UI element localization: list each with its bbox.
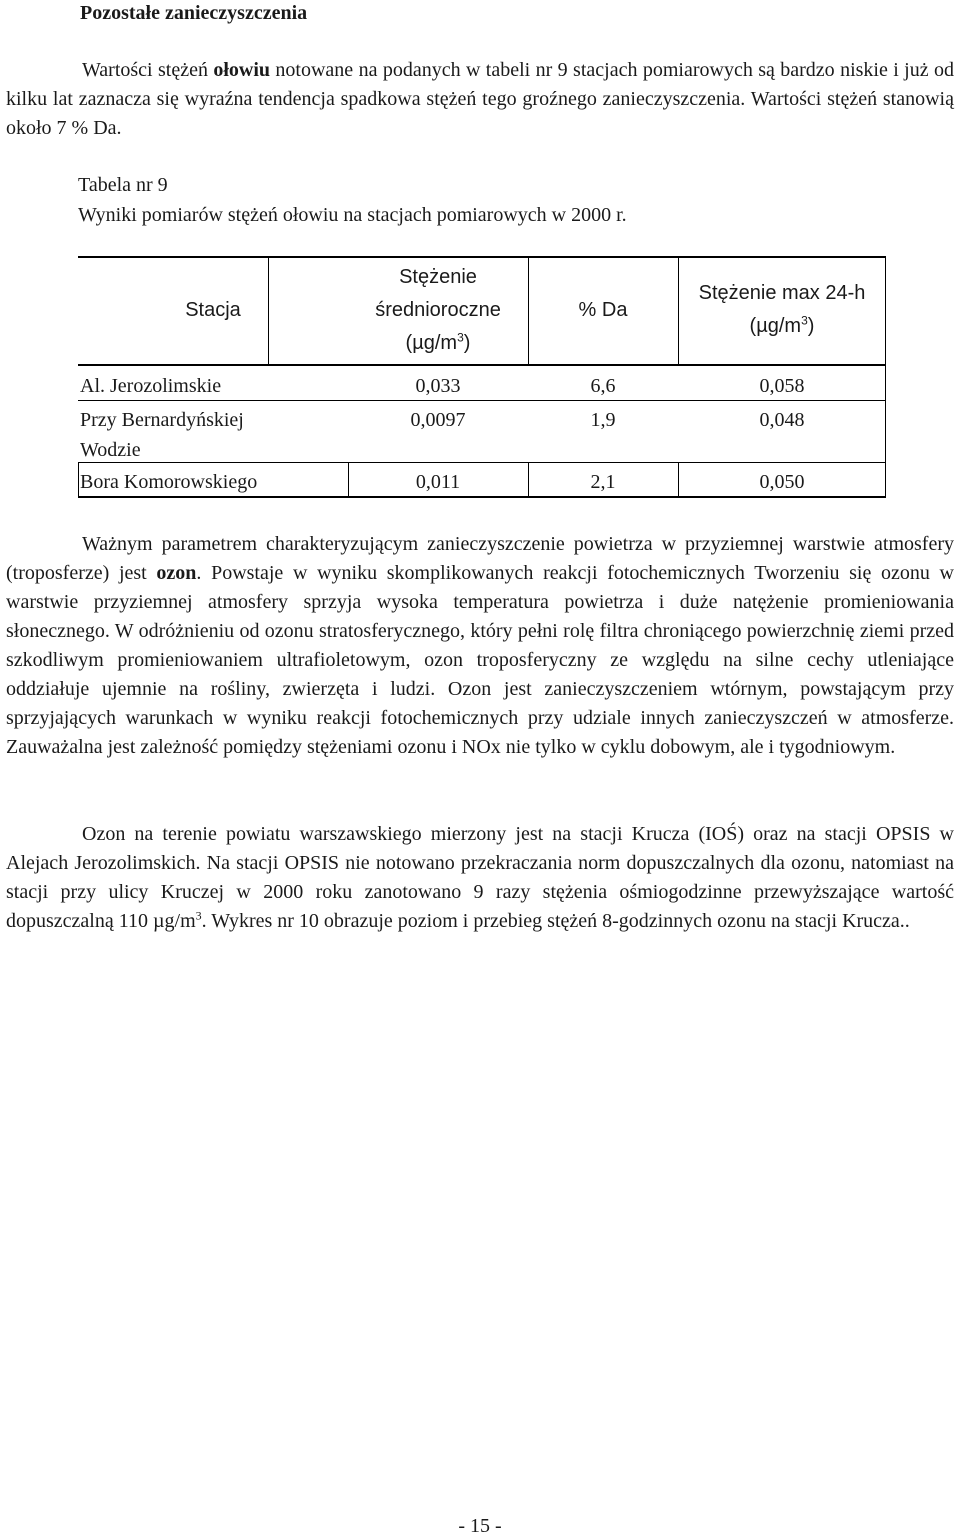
table-cell-avg: 0,0097 (410, 409, 466, 431)
table-cell-max: 0,058 (759, 375, 805, 397)
column-header-pct-label: % Da (578, 298, 628, 321)
paragraph-lead-bold: ołowiu (213, 59, 271, 81)
page-number: - 15 - (458, 1515, 502, 1537)
table-cell-station: Przy Bernardyńskiej (80, 409, 244, 431)
unit-exponent: 3 (801, 313, 808, 328)
unit-text: (µg/m (405, 331, 458, 354)
column-header-avg-line1: Stężenie (399, 265, 477, 288)
table-row-rule (78, 462, 886, 463)
column-header-station (78, 256, 348, 364)
paragraph-ozone-bold: ozon (156, 562, 197, 584)
unit-text: (µg/m (749, 315, 802, 337)
column-header-percent-da (528, 256, 678, 364)
paragraph-ozone-stations (6, 820, 954, 936)
table-cell-avg: 0,033 (415, 375, 461, 397)
column-header-avg-unit (406, 327, 471, 360)
unit-bracket: ) (807, 315, 815, 337)
paragraph-ozone-text-1: Ważnym parametrem charakteryzującym zanieczyszczenie powietrza w przyziemnej warstwie atmosfery (troposferze) jest (6, 533, 954, 584)
paragraph-stations-text-2: . Wykres nr 10 obrazuje poziom i przebieg stężeń 8-godzinnych ozonu na stacji Krucza.. (201, 910, 910, 932)
table-cell-station: Bora Komorowskiego (80, 471, 258, 493)
paragraph-ozone (6, 530, 954, 762)
unit-exponent: 3 (457, 329, 464, 344)
table-cell-station: Al. Jerozolimskie (80, 375, 222, 397)
table-caption-title: Wyniki pomiarów stężeń ołowiu na stacjach pomiarowych w 2000 r. (78, 204, 627, 226)
column-header-annual-average (348, 256, 528, 364)
table-cell-avg: 0,011 (415, 471, 461, 493)
column-header-max-unit (750, 310, 815, 343)
table-cell-pct: 2,1 (590, 471, 616, 493)
unit-bracket: ) (463, 331, 471, 354)
table-cell-pct: 6,6 (590, 375, 616, 397)
column-header-max-line1: Stężenie max 24-h (698, 282, 866, 304)
table-cell-max: 0,048 (759, 409, 805, 431)
section-title: Pozostałe zanieczyszczenia (80, 2, 308, 24)
table-vline (78, 462, 79, 498)
column-header-max-24h (678, 256, 886, 364)
paragraph-stations-sup: 3 (195, 908, 202, 923)
column-header-station-label: Stacja (185, 298, 241, 321)
paragraph-lead (6, 56, 954, 143)
table-bottom-rule (78, 496, 886, 498)
paragraph-ozone-text-2: . Powstaje w wyniku skomplikowanych reakcji fotochemicznych Tworzeniu się ozonu w warstwie przyziemnej atmosfery sprzyja wysoka temperatura powietrza i duże natężenie promieniowania słonecznego. W odróżnieniu od ozonu stratosferycznego, który pełni rolę filtra chroniącego powierzchnię ziemi przed szkodliwym promieniowaniem ultrafioletowym, ozon troposferyczny ze względu na silne cechy utleniające oddziałuje ujemnie na rośliny, zwierzęta i ludzi. Ozon jest zanieczyszczeniem wtórnym, powstającym przy sprzyjających warunkach w wyniku reakcji fotochemicznych przy udziale innych zanieczyszczeń w atmosferze. Zauważalna jest zależność pomiędzy stężeniami ozonu i NOx nie tylko w cyklu dobowym, ale i tygodniowym. (6, 562, 955, 758)
paragraph-lead-text-2: notowane na podanych w tabeli nr 9 stacjach pomiarowych są bardzo niskie i już od kilku lat zaznacza się wyraźna tendencja spadkowa stężeń tego groźnego zanieczyszczenia. Wartości stężeń stanowią około 7 % Da. (6, 59, 955, 139)
table-cell-max: 0,050 (759, 471, 805, 493)
table-row-rule (78, 400, 886, 401)
table-caption-number: Tabela nr 9 (78, 174, 168, 196)
table-header-rule (78, 364, 886, 366)
table-cell-pct: 1,9 (590, 409, 616, 431)
lead-measurements-table (78, 256, 886, 498)
column-header-avg-line2: średnioroczne (375, 298, 501, 321)
paragraph-stations-text-1: Ozon na terenie powiatu warszawskiego mierzony jest na stacji Krucza (IOŚ) oraz na stacji OPSIS w Alejach Jerozolimskich. Na stacji OPSIS nie notowano przekraczania norm dopuszczalnych dla ozonu, natomiast na stacji przy ulicy Kruczej w 2000 roku zanotowano 9 razy stężenia ośmiogodzinne przewyższające wartość dopuszczalną 110 µg/m (6, 823, 954, 932)
table-cell-station-continued: Wodzie (80, 439, 141, 461)
paragraph-lead-text-1: Wartości stężeń (82, 59, 214, 81)
